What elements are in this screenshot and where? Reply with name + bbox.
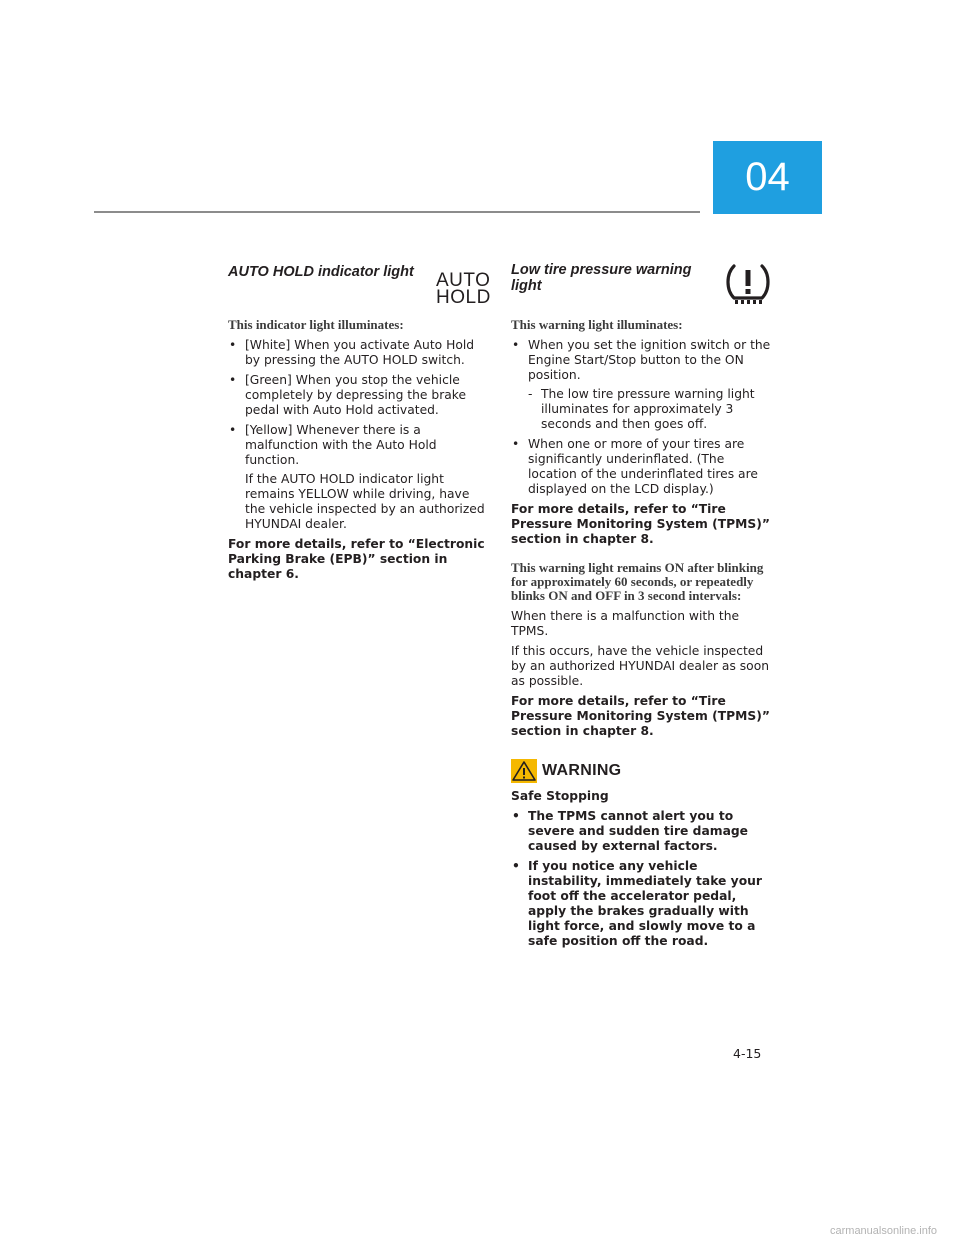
list-item: • The TPMS cannot alert you to severe and sudden tire damage caused by external factors. xyxy=(511,809,773,854)
tire-pressure-title: Low tire pressure warning light xyxy=(511,262,692,294)
tpms-warning-icon xyxy=(723,262,773,306)
list-item-text: When you set the ignition switch or the Engine Start/Stop button to the ON position. xyxy=(528,338,771,382)
list-item: • [Green] When you stop the vehicle completely by depressing the brake pedal with Auto Hold activated. xyxy=(228,373,490,418)
auto-hold-title: AUTO HOLD indicator light xyxy=(228,264,414,280)
auto-hold-icon xyxy=(436,272,490,306)
list-item xyxy=(511,338,773,432)
list-item xyxy=(228,423,490,532)
warning-triangle-icon xyxy=(511,759,537,783)
auto-hold-lead: This indicator light illuminates: xyxy=(228,317,404,332)
tpms-para-2: If this occurs, have the vehicle inspected by an authorized HYUNDAI dealer as soon as possible. xyxy=(511,644,770,688)
auto-hold-icon-line1: AUTO xyxy=(436,270,491,291)
list-item: • If you notice any vehicle instability, immediately take your foot off the accelerator pedal, apply the brakes gradually with light force, and slowly move to a safe position off the road. xyxy=(511,859,773,949)
auto-hold-section xyxy=(228,262,490,587)
page-number: 4-15 xyxy=(733,1046,762,1061)
list-item-text: [Yellow] Whenever there is a malfunction with the Auto Hold function. xyxy=(245,423,437,467)
tpms-para-1: When there is a malfunction with the TPMS. xyxy=(511,609,740,638)
tpms-reference-1: For more details, refer to “Tire Pressure Monitoring System (TPMS)” section in chapter 8. xyxy=(511,502,770,546)
warning-label: WARNING xyxy=(542,762,622,779)
header-rule xyxy=(94,211,700,213)
warning-bullets xyxy=(511,809,773,949)
tire-pressure-lead: This warning light illuminates: xyxy=(511,317,683,332)
auto-hold-reference: For more details, refer to “Electronic Parking Brake (EPB)” section in chapter 6. xyxy=(228,537,485,581)
tire-pressure-bullets xyxy=(511,338,773,497)
tire-pressure-header xyxy=(511,262,773,310)
chapter-tab: 04 xyxy=(713,141,822,214)
auto-hold-bullets xyxy=(228,338,490,532)
watermark: carmanualsonline.info xyxy=(830,1225,938,1237)
sub-list xyxy=(528,387,773,432)
sub-list-item: - The low tire pressure warning light illuminates for approximately 3 seconds and then goes off. xyxy=(528,387,773,432)
auto-hold-icon-line2: HOLD xyxy=(436,287,491,308)
list-item: • [White] When you activate Auto Hold by pressing the AUTO HOLD switch. xyxy=(228,338,490,368)
tpms-lead-2: This warning light remains ON after blinking for approximately 60 seconds, or repeatedly blinks ON and OFF in 3 second intervals: xyxy=(511,560,764,603)
tpms-reference-2: For more details, refer to “Tire Pressure Monitoring System (TPMS)” section in chapter 8. xyxy=(511,694,770,738)
auto-hold-note: If the AUTO HOLD indicator light remains YELLOW while driving, have the vehicle inspected by an authorized HYUNDAI dealer. xyxy=(245,472,485,531)
tire-pressure-section xyxy=(511,262,773,954)
list-item: • When one or more of your tires are significantly underinflated. (The location of the underinflated tires are displayed on the LCD display.) xyxy=(511,437,773,497)
warning-subtitle: Safe Stopping xyxy=(511,789,609,803)
warning-header xyxy=(511,759,773,783)
auto-hold-header xyxy=(228,262,490,310)
